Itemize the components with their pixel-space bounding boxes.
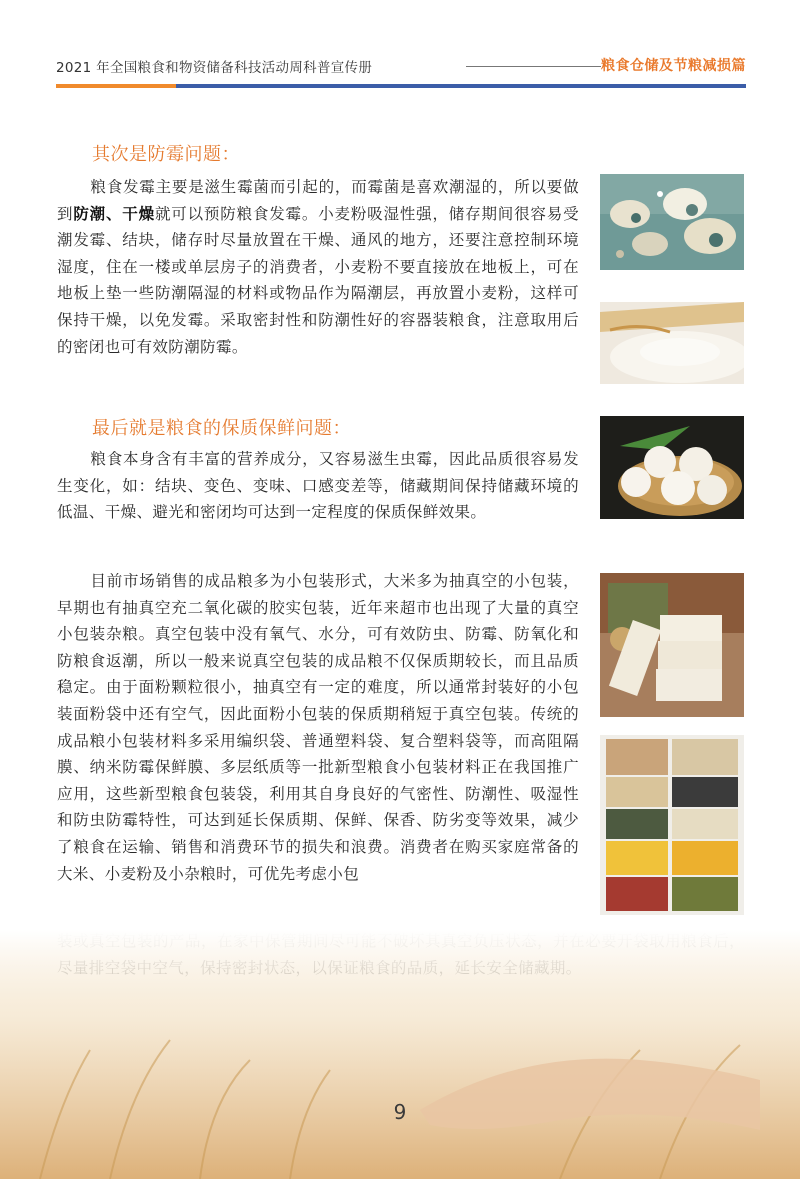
para-text-emphasis: 防潮、干燥 — [73, 204, 155, 223]
paragraph-quality-1 — [57, 446, 579, 526]
para-text-pre: 粮食发霉主要是滋生霉菌而引起的，而霉菌是喜欢潮湿的，所以要做到 — [57, 178, 579, 223]
vacuum-rice-packs-photo — [600, 573, 744, 717]
paragraph-mold-prevention — [57, 174, 579, 360]
page-number: 9 — [393, 1100, 407, 1124]
header-color-bar — [56, 84, 746, 88]
paragraph-quality-2 — [57, 568, 579, 887]
packaged-grains-photo — [600, 735, 744, 915]
booklet-title: 2021 年全国粮食和物资储备科技活动周科普宣传册 — [56, 60, 373, 76]
moldy-grain-photo — [600, 174, 744, 270]
para-quality-2-text: 目前市场销售的成品粮多为小包装形式，大米多为抽真空的小包装，早期也有抽真空充二氧化碳的胶实包装，近年来超市也出现了大量的真空小包装杂粮。真空包装中没有氧气、水分，可有效防虫、防霉、防氧化和防粮食返潮，所以一般来说真空包装的成品粮不仅保质期较长，而且品质稳定。由于面粉颗粒很小，抽真空有一定的难度，所以通常封装好的小包装面粉袋中还有空气，因此面粉小包装的保质期稍短于真空包装。传统的成品粮小包装材料多采用编织袋、普通塑料袋、复合塑料袋等，而高阻隔膜、纳米防霉保鲜膜、多层纸质等一批新型粮食小包装材料正在我国推广应用，这些新型粮食包装袋，利用其自身良好的气密性、防潮性、吸湿性和防虫防霉特性，可达到延长保质期、保鲜、保香、防劣变等效果，减少了粮食在运输、销售和消费环节的损失和浪费。消费者在购买家庭常备的大米、小麦粉及小杂粮时，可优先考虑小包 — [57, 572, 579, 883]
heading-quality-preservation: 最后就是粮食的保质保鲜问题： — [92, 418, 351, 439]
para-text-post: 就可以预防粮食发霉。小麦粉吸湿性强，储存期间很容易受潮发霉、结块，储存时尽量放置在干燥、通风的地方，还要注意控制环境湿度，住在一楼或单层房子的消费者，小麦粉不要直接放在地板上，可在地板上垫一些防潮隔湿的材料或物品作为隔潮层，再放置小麦粉，这样可保持干燥，以免发霉。采取密封性和防潮性好的容器装粮食，注意取用后的密闭也可有效防潮防霉。 — [57, 204, 579, 356]
wheat-flour-photo — [600, 302, 744, 384]
header-divider — [466, 66, 601, 67]
para-quality-1-text: 粮食本身含有丰富的营养成分，又容易滋生虫霉，因此品质很容易发生变化，如：结块、变色、变味、口感变差等，储藏期间保持储藏环境的低温、干燥、避光和密闭均可达到一定程度的保质保鲜效果。 — [57, 450, 579, 522]
steamed-buns-photo — [600, 416, 744, 519]
chapter-title: 粮食仓储及节粮减损篇 — [601, 58, 746, 74]
heading-mold-prevention: 其次是防霉问题： — [92, 144, 240, 165]
page-header — [56, 50, 746, 90]
wheat-field-background — [0, 930, 800, 1179]
